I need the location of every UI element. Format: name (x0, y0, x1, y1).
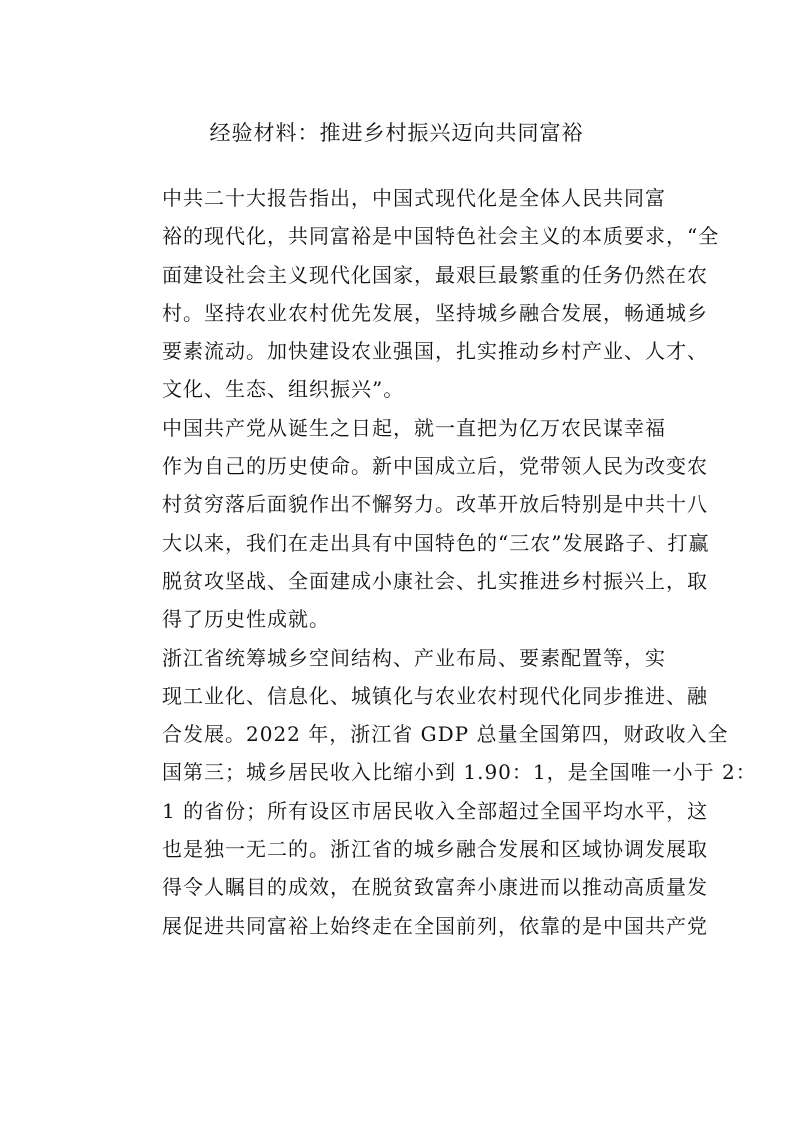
paragraph-line: 面建设社会主义现代化国家，最艰巨最繁重的任务仍然在农 (162, 262, 708, 287)
paragraph-3 (120, 639, 757, 945)
paragraph-line: 文化、生态、组织振兴”。 (162, 377, 405, 402)
paragraph-line: 得令人瞩目的成效，在脱贫致富奔小康进而以推动高质量发 (162, 875, 708, 900)
paragraph-line: 浙江省统筹城乡空间结构、产业布局、要素配置等，实 (162, 645, 666, 670)
paragraph-line: 1 的省份；所有设区市居民收入全部超过全国平均水平，这 (162, 798, 709, 823)
paragraph-line: 村贫穷落后面貌作出不懈努力。改革开放后特别是中共十八 (162, 492, 708, 517)
paragraph-line: 中共二十大报告指出，中国式现代化是全体人民共同富 (162, 186, 666, 210)
paragraph-line: 村。坚持农业农村优先发展，坚持城乡融合发展，畅通城乡 (162, 300, 708, 325)
paragraph-line: 国第三；城乡居民收入比缩小到 1.90：1，是全国唯一小于 2： (162, 760, 757, 785)
paragraph-line: 也是独一无二的。浙江省的城乡融合发展和区域协调发展取 (162, 837, 708, 862)
paragraph-line: 得了历史性成就。 (162, 607, 330, 632)
paragraph-line: 脱贫攻坚战、全面建成小康社会、扎实推进乡村振兴上，取 (162, 568, 708, 593)
paragraph-line: 作为自己的历史使命。新中国成立后，党带领人民为改变农 (162, 454, 708, 479)
document-body (120, 179, 757, 945)
paragraph-line: 展促进共同富裕上始终走在全国前列，依靠的是中国共产党 (162, 913, 708, 938)
paragraph-line: 大以来，我们在走出具有中国特色的“三农”发展路子、打赢 (162, 530, 710, 555)
paragraph-line: 合发展。2022 年，浙江省 GDP 总量全国第四，财政收入全 (162, 722, 729, 747)
paragraph-line: 要素流动。加快建设农业强国，扎实推动乡村产业、人才、 (162, 339, 708, 364)
paragraph-1 (120, 179, 720, 409)
paragraph-2 (120, 409, 710, 639)
paragraph-line: 裕的现代化，共同富裕是中国特色社会主义的本质要求，“全 (162, 224, 720, 249)
paragraph-line: 现工业化、信息化、城镇化与农业农村现代化同步推进、融 (162, 683, 708, 708)
paragraph-line: 中国共产党从诞生之日起，就一直把为亿万农民谋幸福 (162, 415, 666, 440)
document-title: 经验材料：推进乡村振兴迈向共同富裕 (209, 121, 584, 145)
